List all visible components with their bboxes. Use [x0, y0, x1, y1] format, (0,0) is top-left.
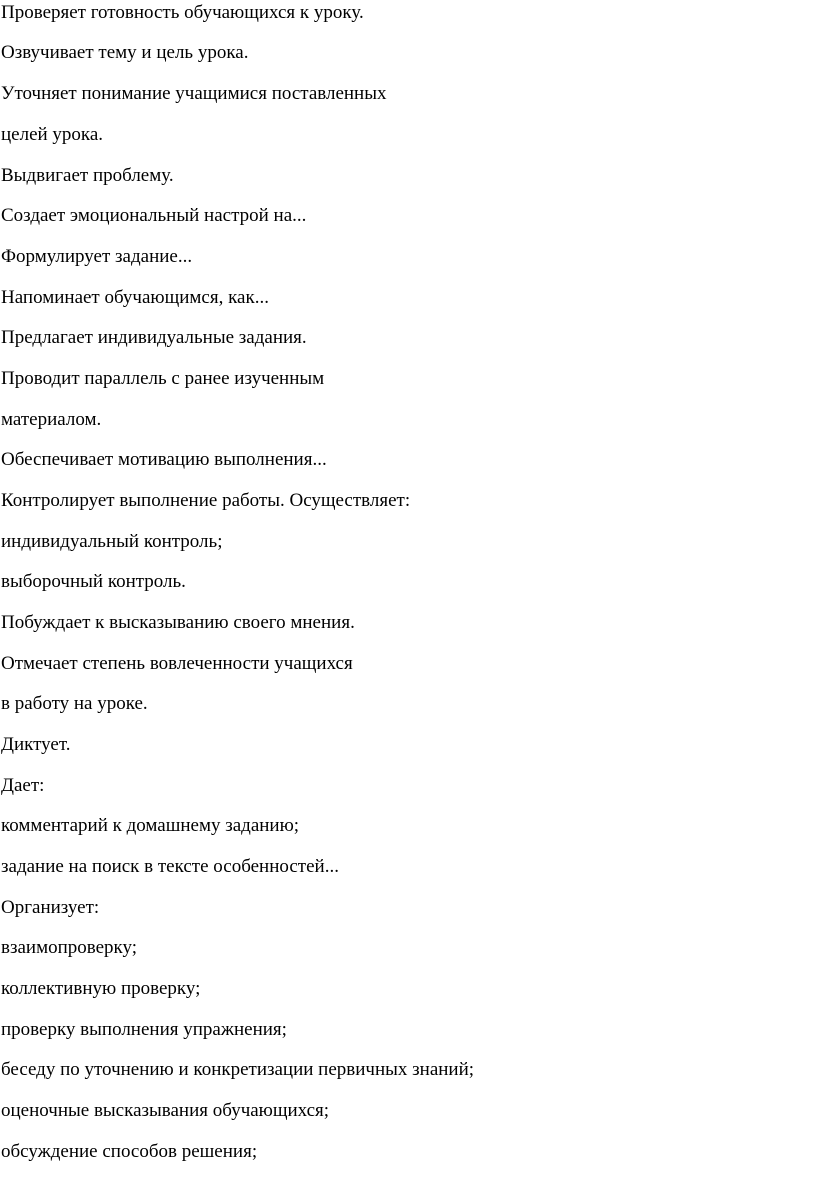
text-line: обсуждение способов решения;: [1, 1141, 258, 1162]
text-line: оценочные высказывания обучающихся;: [1, 1100, 330, 1121]
text-line: Контролирует выполнение работы. Осуществляет:: [1, 490, 411, 511]
text-line: материалом.: [1, 409, 102, 430]
text-line: индивидуальный контроль;: [1, 531, 223, 552]
text-line: Дает:: [1, 775, 45, 796]
text-line: Обеспечивает мотивацию выполнения...: [1, 449, 327, 470]
text-line: Формулирует задание...: [1, 246, 193, 267]
text-line: Проверяет готовность обучающихся к уроку.: [1, 2, 364, 23]
text-line: целей урока.: [1, 124, 104, 145]
text-line: взаимопроверку;: [1, 937, 138, 958]
text-line: Предлагает индивидуальные задания.: [1, 327, 307, 348]
text-line: Уточняет понимание учащимися поставленных: [1, 83, 387, 104]
text-line: Побуждает к высказыванию своего мнения.: [1, 612, 355, 633]
text-line: комментарий к домашнему заданию;: [1, 815, 300, 836]
text-line: проверку выполнения упражнения;: [1, 1019, 287, 1040]
text-line: выборочный контроль.: [1, 571, 186, 592]
text-line: Организует:: [1, 897, 100, 918]
text-line: Создает эмоциональный настрой на...: [1, 205, 307, 226]
text-line: Озвучивает тему и цель урока.: [1, 42, 249, 63]
text-line: Выдвигает проблему.: [1, 165, 174, 186]
text-line: Напоминает обучающимся, как...: [1, 287, 269, 308]
text-line: задание на поиск в тексте особенностей...: [1, 856, 339, 877]
text-line: беседу по уточнению и конкретизации первичных знаний;: [1, 1059, 475, 1080]
text-line: Диктует.: [1, 734, 71, 755]
text-line: в работу на уроке.: [1, 693, 148, 714]
text-line: Отмечает степень вовлеченности учащихся: [1, 653, 353, 674]
text-line: Проводит параллель с ранее изученным: [1, 368, 325, 389]
text-line: коллективную проверку;: [1, 978, 201, 999]
